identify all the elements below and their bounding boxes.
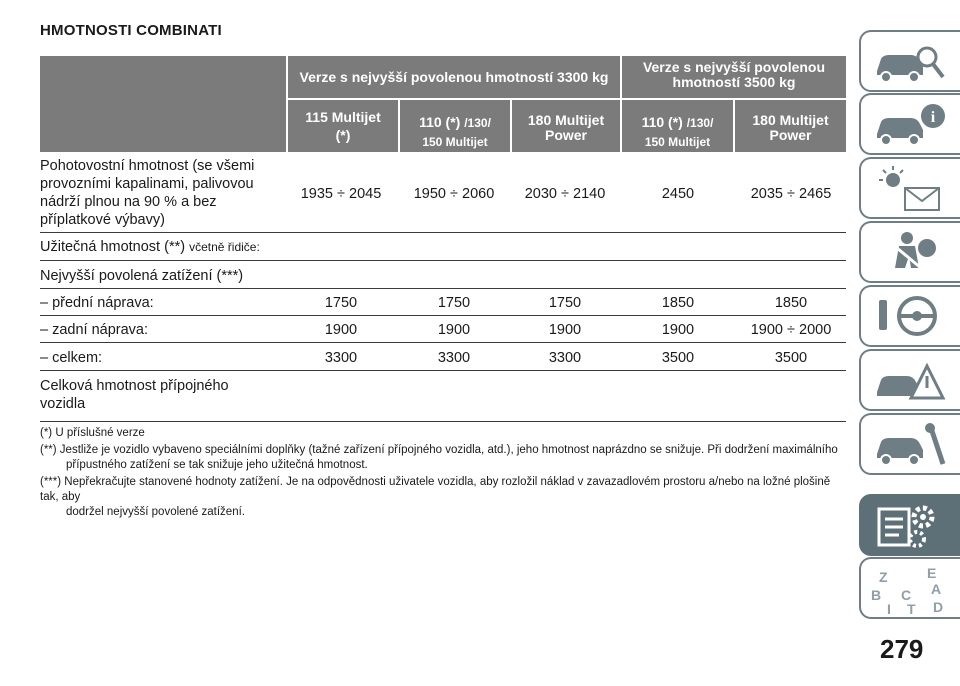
rear-axle-value: 1900	[437, 322, 471, 338]
car-wrench-icon	[871, 420, 951, 470]
row-label-trailer: Celková hmotnost přípojného vozidla	[40, 378, 229, 412]
row-label-max-load: Nejvyšší povolená zatížení (***)	[40, 268, 244, 284]
curb-value: 2030 ÷ 2140	[524, 186, 606, 202]
front-axle-value: 1850	[661, 295, 695, 311]
total-value: 3300	[324, 350, 358, 366]
tab-dashboard-lights[interactable]	[859, 157, 960, 219]
tab-starting-driving[interactable]	[859, 285, 960, 347]
row-label-front-axle: – přední náprava:	[40, 295, 154, 311]
alphabet-index-icon	[871, 564, 951, 614]
tab-safety[interactable]	[859, 221, 960, 283]
header-divider	[288, 98, 846, 100]
row-divider	[40, 260, 846, 261]
curb-value: 1935 ÷ 2045	[300, 186, 382, 202]
steering-wheel-icon	[871, 292, 951, 342]
svg-text:I: I	[887, 601, 891, 614]
svg-text:C: C	[901, 587, 912, 603]
row-label-payload: Užitečná hmotnost (**) včetně řidiče:	[40, 239, 260, 255]
header-col-180-3500: 180 Multijet Power	[735, 113, 846, 143]
tab-maintenance[interactable]	[859, 413, 960, 475]
svg-text:T: T	[907, 601, 916, 614]
page-number: 279	[880, 634, 924, 664]
svg-text:Z: Z	[879, 569, 888, 585]
front-axle-value: 1750	[548, 295, 582, 311]
car-search-icon	[871, 37, 951, 87]
total-value: 3300	[548, 350, 582, 366]
rear-axle-value: 1900	[661, 322, 695, 338]
curb-value: 2450	[661, 186, 695, 202]
dashboard-lights-icon	[871, 164, 951, 214]
row-label-rear-axle: – zadní náprava:	[40, 322, 149, 338]
airbag-person-icon	[871, 228, 951, 278]
svg-text:B: B	[871, 587, 882, 603]
tab-technical-data[interactable]	[859, 494, 960, 556]
header-group-3300: Verze s nejvyšší povolenou hmotností 3300 kg	[288, 70, 620, 85]
warning-triangle-car-icon	[871, 356, 951, 406]
row-divider	[40, 232, 846, 233]
header-col-180-3300: 180 Multijet Power	[512, 113, 620, 143]
total-value: 3500	[661, 350, 695, 366]
row-label-curb-weight: Pohotovostní hmotnost (se všemi provozními kapalinami, palivovou nádrží plnou na 90 % a bez příplatkové výbavy)	[40, 158, 255, 228]
row-divider	[40, 315, 846, 316]
tab-car-search[interactable]	[859, 30, 960, 92]
footnote-1: (*) U příslušné verze	[40, 427, 145, 439]
rear-axle-value: 1900	[324, 322, 358, 338]
header-group-3500: Verze s nejvyšší povolenou hmotností 3500 kg	[622, 60, 846, 90]
svg-text:A: A	[931, 581, 942, 597]
row-divider	[40, 342, 846, 343]
tab-index[interactable]	[859, 557, 960, 619]
header-col-110-3300: 110 (*) /130/ 150 Multijet	[400, 115, 510, 150]
front-axle-value: 1750	[324, 295, 358, 311]
row-divider	[40, 421, 846, 422]
tab-car-info[interactable]	[859, 93, 960, 155]
header-col-110-3500: 110 (*) /130/ 150 Multijet	[622, 115, 733, 150]
specs-gear-icon	[871, 501, 951, 551]
curb-value: 1950 ÷ 2060	[413, 186, 495, 202]
footnotes	[40, 426, 850, 522]
row-label-total: – celkem:	[40, 350, 103, 366]
total-value: 3300	[437, 350, 471, 366]
header-col-115: 115 Multijet (*)	[288, 110, 398, 143]
footnote-2: (**) Jestliže je vozidlo vybaveno speciálními doplňky (tažné zařízení přípojného vozidla, atd.), jeho hmotnost naprázdno se snižuje. Při dodržení maximálního přípustného zatížení se tak snižuje jeho užitečná hmotnost.	[40, 444, 838, 471]
car-info-icon	[871, 100, 951, 150]
row-divider	[40, 288, 846, 289]
page-title: HMOTNOSTI COMBINATI	[40, 22, 222, 39]
row-divider	[40, 370, 846, 371]
rear-axle-value: 1900 ÷ 2000	[750, 322, 832, 338]
front-axle-value: 1850	[774, 295, 808, 311]
curb-value: 2035 ÷ 2465	[750, 186, 832, 202]
total-value: 3500	[774, 350, 808, 366]
svg-text:i: i	[930, 109, 936, 126]
tab-emergency[interactable]	[859, 349, 960, 411]
svg-text:D: D	[933, 599, 944, 614]
front-axle-value: 1750	[437, 295, 471, 311]
svg-text:E: E	[927, 565, 937, 581]
footnote-3: (***) Nepřekračujte stanovené hodnoty zatížení. Je na odpovědnosti uživatele vozidla, aby rozložil náklad v zavazadlovém prostoru a/nebo na ložné plošině tak, aby dodržel nejvyšší povolené zatížení.	[40, 476, 831, 518]
rear-axle-value: 1900	[548, 322, 582, 338]
